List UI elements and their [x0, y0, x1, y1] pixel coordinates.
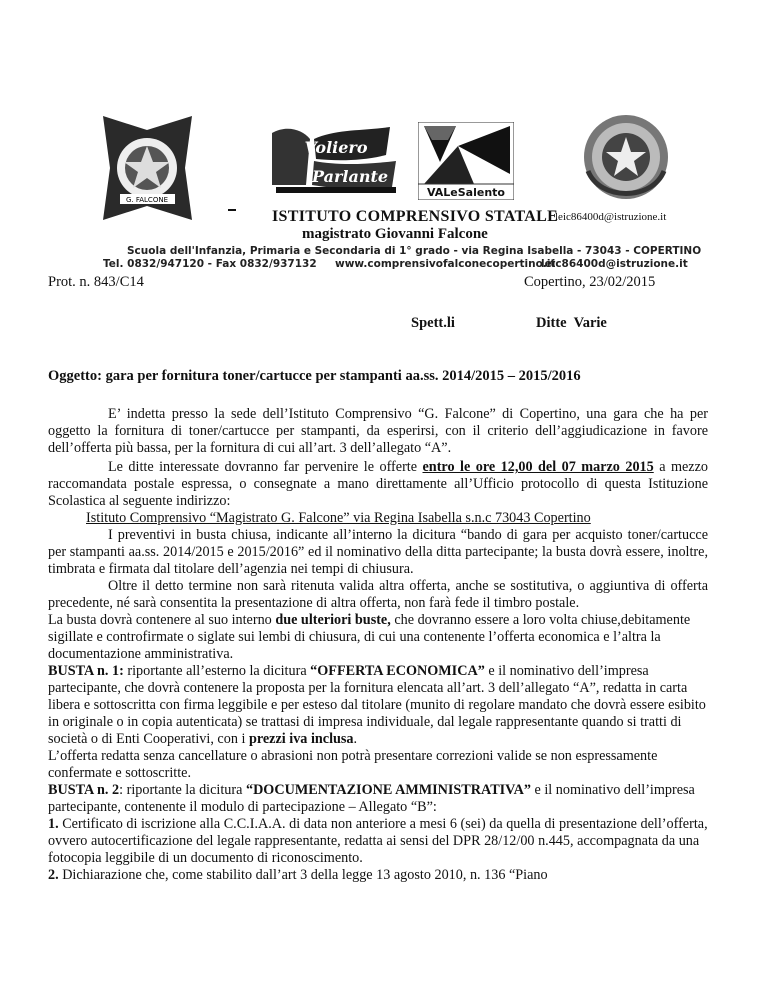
- salutation: Spett.li: [411, 315, 455, 331]
- deadline-date: entro le ore 12,00 del 07 marzo 2015: [422, 459, 654, 475]
- busta-2-text-b: e il nominativo dell’impresa partecipante, contenente il modulo di partecipazione – Allegato “B”:: [48, 782, 695, 815]
- busta-1-text-b: e il nominativo dell’impresa partecipante, che dovrà contenere la proposta per la fornitura elencata all’art. 3 dell’allegato “A”, redatta in carta libera e sottoscritta con firma leggibile e per esteso dal titolare (munito di regolare mandato che dovrà essere esibito in originale o in copia autenticata) se trattasi di impresa individuale, dal legale rappresentante quando si tratti di società o di Enti Cooperativi, con i: [48, 663, 706, 747]
- busta-1-paragraph: [48, 663, 708, 748]
- busta-2-label: BUSTA n. 2: [48, 782, 120, 798]
- list-item-2: [48, 867, 708, 884]
- protocol-number: Prot. n. 843/C14: [48, 274, 144, 290]
- deadline-text-a: Le ditte interessate dovranno far pervenire le offerte: [108, 459, 423, 475]
- school-name: ISTITUTO COMPRENSIVO STATALE: [272, 208, 559, 225]
- school-subtitle: magistrato Giovanni Falcone: [302, 226, 488, 242]
- busta-2-paragraph: [48, 782, 708, 816]
- busta-1-title: “OFFERTA ECONOMICA”: [310, 663, 485, 679]
- busta-1-text-a: riportante all’esterno la dicitura: [123, 663, 311, 679]
- place-date: Copertino, 23/02/2015: [524, 274, 656, 290]
- valesalento-label: VALeSalento: [427, 186, 505, 199]
- paragraph-late-offers: Oltre il detto termine non sarà ritenuta valida altra offerta, anche se sostitutiva, o aggiuntiva di offerta precedente, né sarà consentita la presentazione di altra offerta, non farà fede il timbro postale.: [48, 578, 708, 611]
- header-rule: [228, 209, 236, 211]
- header-email-bottom[interactable]: leic86400d@istruzione.it: [541, 258, 688, 270]
- subject-line: Oggetto: gara per fornitura toner/cartucce per stampanti aa.ss. 2014/2015 – 2015/2016: [48, 368, 581, 384]
- envelopes-bold: due ulteriori buste,: [275, 612, 391, 628]
- voliero-parlante-logo: [266, 125, 406, 195]
- busta-2-text-a: : riportante la dicitura: [119, 782, 246, 798]
- svg-text:Parlante: Parlante: [311, 167, 389, 186]
- deadline-text-c: a mezzo raccomandata postale espressa, o consegnate a mano direttamente all’Ufficio protocollo di questa Istituzione Scolastica al seguente indirizzo:: [48, 459, 708, 509]
- list-item-2-number: 2.: [48, 867, 59, 883]
- header-tel-fax: Tel. 0832/947120 - Fax 0832/937132: [103, 258, 317, 270]
- list-item-1-number: 1.: [48, 816, 59, 832]
- header-website[interactable]: www.comprensivofalconecopertino.it: [335, 258, 556, 270]
- list-item-1-text: Certificato di iscrizione alla C.C.I.A.A. di data non anteriore a mesi 6 (sei) da quella di presentazione dell’offerta, ovvero autocertificazione del legale rappresentante, redatta ai sensi del DPR 28/12/00 n.445, accompagnata da una fotocopia leggibile di un documento di riconoscimento.: [48, 816, 708, 866]
- recipient: Ditte Varie: [536, 315, 607, 331]
- paragraph-intro: E’ indetta presso la sede dell’Istituto Comprensivo “G. Falcone” di Copertino, una gara che ha per oggetto la fornitura di toner/cartucce per stampanti, da esperirsi, con il criterio dell’aggiudicazione in favore dell’offerta più bassa, per la fornitura di cui all’art. 3 dell’allegato “A”.: [48, 406, 708, 456]
- header-email-top[interactable]: leic86400d@istruzione.it: [555, 211, 667, 223]
- paragraph-deadline: [48, 459, 708, 510]
- envelopes-text-c: che dovranno essere a loro volta chiuse,debitamente sigillate e controfirmate o siglate sui lembi di chiusura, di cui una contenente l’offerta economica e l’altra la documentazione amministrativa.: [48, 612, 691, 662]
- falcone-school-logo: [95, 112, 200, 224]
- list-item-2-text: Dichiarazione che, come stabilito dall’art 3 della legge 13 agosto 2010, n. 136 “Piano: [58, 867, 548, 883]
- busta-1-label: BUSTA n. 1:: [48, 663, 124, 679]
- header-address-line: Scuola dell'Infanzia, Primaria e Secondaria di 1° grado - via Regina Isabella - 73043 - COPERTINO: [127, 245, 702, 257]
- letter-body: [48, 406, 708, 884]
- envelopes-text-a: La busta dovrà contenere al suo interno: [48, 612, 276, 628]
- list-item-1: [48, 816, 708, 867]
- busta-1-text-c: .: [353, 731, 358, 747]
- valesalento-logo: [418, 122, 514, 200]
- paragraph-envelope: I preventivi in busta chiusa, indicante all’interno la dicitura “bando di gara per acquisto toner/cartucce per stampanti aa.ss. 2014/2015 e 2015/2016” ed il nominativo della ditta partecipante; la busta dovrà essere, inoltre, timbrata e firmata dal titolare dell’agenzia nei tempi di chiusura.: [48, 527, 708, 577]
- paragraph-two-envelopes: [48, 612, 708, 663]
- delivery-address: Istituto Comprensivo “Magistrato G. Falcone” via Regina Isabella s.n.c 73043 Copertino: [86, 510, 591, 526]
- italian-republic-emblem: [578, 111, 674, 205]
- falcone-logo-text: G. FALCONE: [125, 196, 169, 204]
- paragraph-corrections: L’offerta redatta senza cancellature o abrasioni non potrà presentare correzioni valide se non espressamente confermate e sottoscritte.: [48, 748, 658, 781]
- svg-text:Voliero: Voliero: [304, 138, 368, 157]
- busta-2-title: “DOCUMENTAZIONE AMMINISTRATIVA”: [245, 782, 531, 798]
- busta-1-iva: prezzi iva inclusa: [248, 731, 354, 747]
